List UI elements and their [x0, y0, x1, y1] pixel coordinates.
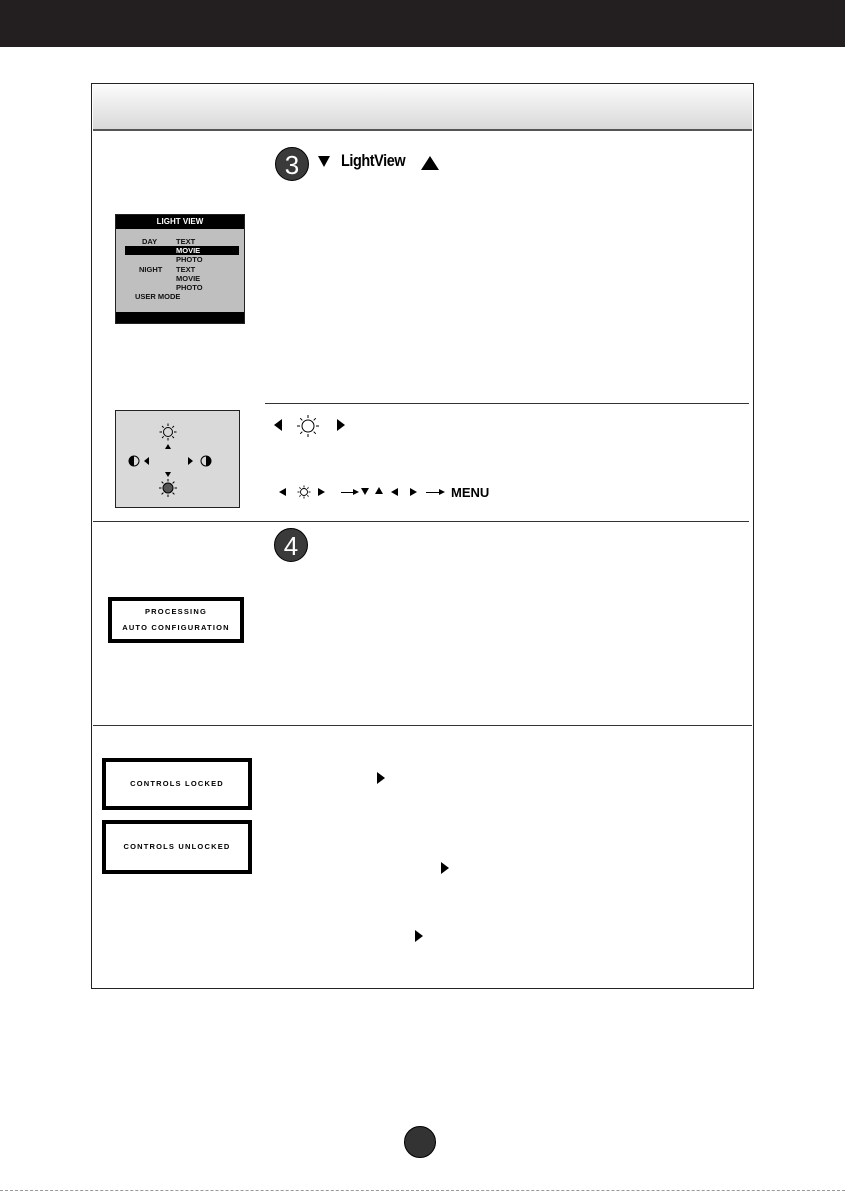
down-arrow-small-icon	[165, 472, 171, 477]
osd-footer	[116, 312, 244, 323]
seq-arrow-head-1	[353, 489, 359, 495]
osd-day-label: DAY	[142, 237, 158, 246]
lock-right-arrow-icon-3	[415, 930, 423, 942]
seq-down-arrow-icon	[361, 488, 369, 495]
section-divider-2	[93, 725, 752, 726]
osd-night-option-text: TEXT	[176, 265, 196, 274]
left-arrow-small-icon	[144, 457, 149, 465]
sun-icon-top	[160, 424, 177, 441]
controls-unlocked-box	[102, 820, 252, 874]
bottom-dotted-line	[0, 1190, 845, 1191]
up-arrow-icon	[421, 156, 439, 170]
seq-right-arrow-icon	[318, 488, 325, 496]
osd-day-option-text: TEXT	[176, 237, 196, 246]
page-number-circle	[404, 1126, 436, 1158]
processing-line-1: PROCESSING	[144, 607, 207, 616]
lightview-osd	[115, 214, 245, 324]
right-arrow-icon	[337, 419, 345, 431]
seq-arrow-head-2	[439, 489, 445, 495]
osd-day-option-movie: MOVIE	[176, 246, 201, 255]
seq-right-arrow-2-icon	[410, 488, 417, 496]
right-arrow-small-icon	[188, 457, 193, 465]
processing-line-2: AUTO CONFIGURATION	[122, 623, 230, 632]
lightview-title: LightView	[341, 151, 406, 170]
processing-message-box	[108, 597, 244, 643]
up-arrow-small-icon	[165, 444, 171, 449]
subsection-divider	[265, 403, 749, 404]
left-arrow-icon	[274, 419, 282, 431]
table-header-band	[93, 85, 752, 131]
controls-unlocked-text: CONTROLS UNLOCKED	[123, 842, 231, 851]
seq-up-arrow-icon	[375, 487, 383, 494]
sun-icon-bottom	[159, 479, 177, 497]
osd-night-option-movie: MOVIE	[176, 274, 201, 283]
section-divider-1	[93, 521, 749, 522]
brightness-contrast-osd	[115, 410, 240, 508]
seq-left-arrow-2-icon	[391, 488, 398, 496]
contrast-icon-left	[129, 456, 139, 466]
controls-locked-text: CONTROLS LOCKED	[130, 779, 224, 788]
down-arrow-icon	[318, 156, 330, 167]
osd-night-option-photo: PHOTO	[176, 283, 203, 292]
osd-title: LIGHT VIEW	[116, 215, 244, 229]
seq-left-arrow-icon	[279, 488, 286, 496]
controls-locked-box	[102, 758, 252, 810]
seq-sun-icon	[297, 485, 311, 499]
top-header-bar	[0, 0, 845, 47]
osd-user-mode-label: USER MODE	[135, 292, 181, 301]
contrast-icon-right	[201, 456, 211, 466]
osd-night-label: NIGHT	[139, 265, 163, 274]
lock-right-arrow-icon-2	[441, 862, 449, 874]
osd-day-option-photo: PHOTO	[176, 255, 203, 264]
lock-right-arrow-icon-1	[377, 772, 385, 784]
brightness-contrast-diagram	[116, 411, 241, 509]
sun-icon	[296, 414, 320, 438]
section-3-number-icon: 3	[275, 147, 309, 181]
menu-label: MENU	[451, 485, 490, 500]
section-4-number-icon: 4	[274, 528, 308, 562]
